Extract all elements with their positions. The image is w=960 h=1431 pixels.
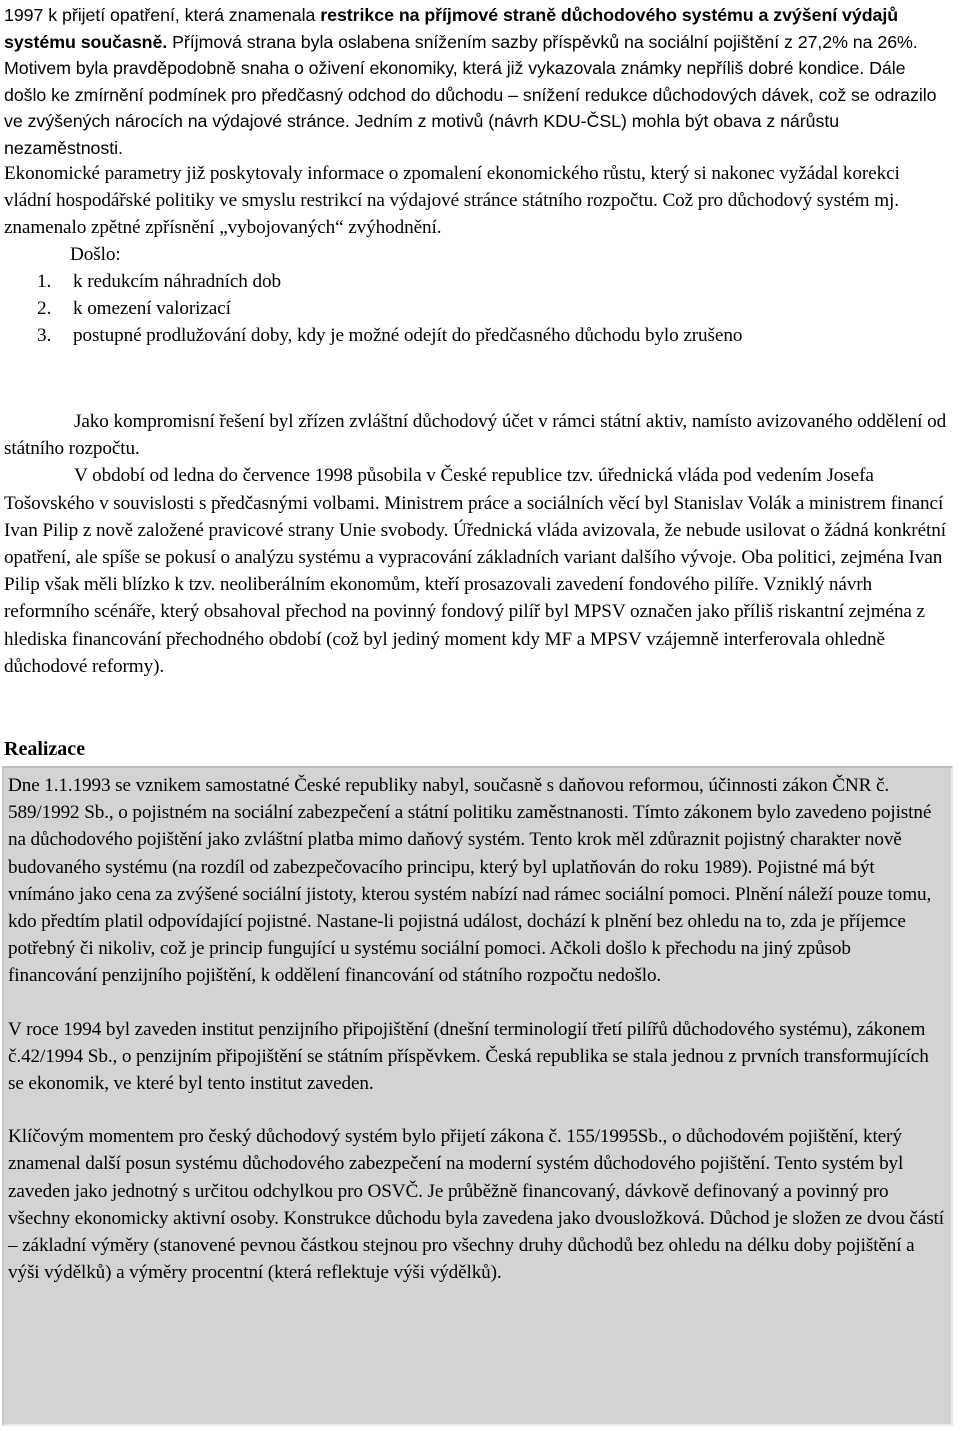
- list-item: [4, 322, 950, 349]
- realizace-paragraph-1994: V roce 1994 byl zaveden institut penzijního připojištění (dnešní terminologií třetí pilířů důchodového systému), zákonem č.42/1994 Sb., o penzijním připojištění se státním příspěvkem. Česká republika se stala jednou z prvních transformujících se ekonomik, ve které byl tento institut zaveden.: [8, 1018, 929, 1095]
- economic-paragraph: Ekonomické parametry již poskytovaly informace o zpomalení ekonomického růstu, který si nakonec vyžádal korekci vládní hospodářské politiky ve smyslu restrikcí na výdajové stránce státního rozpočtu. Což pro důchodový systém mj. znamenalo zpětné zpřísnění „vybojovaných“ zvýhodnění.: [4, 163, 900, 238]
- list-item-number: 2.: [37, 298, 52, 319]
- realizace-shaded-box: [2, 766, 953, 1426]
- doslo-label: Došlo:: [70, 244, 121, 265]
- list-item: [4, 295, 950, 322]
- list-item: [4, 268, 950, 295]
- section-heading-realizace: Realizace: [4, 738, 86, 760]
- compromise-paragraph: Jako kompromisní řešení byl zřízen zvláštní důchodový účet v rámci státní aktiv, namísto avizovaného oddělení od státního rozpočtu.: [4, 411, 947, 460]
- intro-text-rest: Příjmová strana byla oslabena snížením sazby příspěvků na sociální pojištění z 27,2% na 26%. Motivem byla pravděpodobně snaha o oživení ekonomiky, která již vykazovala známky nepříliš dobré kondice. Dále došlo ke zmírnění podmínek pro předčasný odchod do důchodu – snížení redukce důchodových dávek, což se odrazilo ve zvýšených nárocích na výdajové stránce. Jedním z motivů (návrh KDU-ČSL) mohla být obava z nárůstu nezaměstnosti.: [4, 31, 937, 158]
- intro-bold-statement: restrikce na příjmové straně důchodového systému a zvýšení výdajů systému současně.: [4, 5, 899, 52]
- caretaker-government-paragraph: V období od ledna do července 1998 působila v České republice tzv. úřednická vláda pod vedením Josefa Tošovského v souvislosti s předčasnými volbami. Ministrem práce a sociálních věcí byl Stanislav Volák a ministrem financí Ivan Pilip z nově založené pravicové strany Unie svobody. Úřednická vláda avizovala, že nebude usilovat o žádná konkrétní opatření, ale spíše se pokusí o analýzu systému a vypracování základních variant dalšího vývoje. Oba politici, zejména Ivan Pilip však měli blízko k tzv. neoliberálním ekonomům, kteří prosazovali zavedení fondového pilíře. Vzniklý návrh reformního scénáře, který obsahoval přechod na povinný fondový pilíř byl MPSV označen jako příliš riskantní zejména z hlediska financování přechodného období (což byl jediný moment kdy MF a MPSV vzájemně interferovala ohledně důchodové reformy).: [4, 465, 946, 677]
- realizace-paragraph-1995: Klíčovým momentem pro český důchodový systém bylo přijetí zákona č. 155/1995Sb., o důchodovém pojištění, který znamenal další posun systému důchodového zabezpečení na moderní systém důchodového pojištění. Tento systém byl zaveden jako jednotný s určitou odchylkou pro OSVČ. Je průběžně financovaný, dávkově definovaný a povinný pro všechny ekonomicky aktivní osoby. Konstrukce důchodu byla zavedena jako dvousložková. Důchod je složen ze dvou částí – základní výměry (stanovené pevnou částkou stejnou pro všechny druhy důchodů bez ohledu na délku doby pojištění a výši výdělků) a výměry procentní (která reflektuje výši výdělků).: [8, 1126, 944, 1284]
- list-item-text: k omezení valorizací: [73, 298, 231, 319]
- realizace-paragraph-1993: Dne 1.1.1993 se vznikem samostatné České republiky nabyl, současně s daňovou reformou, účinnosti zákon ČNR č. 589/1992 Sb., o pojistném na sociální zabezpečení a státní politiku zaměstnanosti. Tímto zákonem bylo zavedeno pojistné na důchodového pojištění jako zvláštní platba mimo daňový systém. Tento krok měl zdůraznit pojistný charakter nově budovaného systému (na rozdíl od zabezpečovacího principu, který byl uplatňován do roku 1989). Pojistné má být vnímáno jako cena za zvýšené sociální jistoty, kterou systém nabízí nad rámec sociální pomoci. Plnění náleží pouze tomu, kdo předtím platil odpovídající pojistné. Nastane-li pojistná událost, dochází k plnění bez ohledu na to, zda je příjemce potřebný či nikoliv, což je princip fungující u systému sociální pomoci. Ačkoli došlo k přechodu na jiný způsob financování penzijního pojištění, k oddělení financování od státního rozpočtu nedošlo.: [8, 775, 932, 987]
- intro-paragraph: [4, 2, 950, 162]
- economic-section: [4, 160, 950, 349]
- paragraph-spacer: [8, 1097, 944, 1123]
- list-item-number: 1.: [37, 271, 52, 292]
- list-item-number: 3.: [37, 325, 52, 346]
- measures-list: [4, 268, 950, 349]
- list-item-text: k redukcím náhradních dob: [73, 271, 281, 292]
- government-section: [4, 408, 950, 680]
- list-item-text: postupné prodlužování doby, kdy je možné odejít do předčasného důchodu bylo zrušeno: [73, 325, 743, 346]
- paragraph-spacer: [8, 990, 944, 1016]
- intro-text-start: 1997 k přijetí opatření, která znamenala: [4, 5, 321, 25]
